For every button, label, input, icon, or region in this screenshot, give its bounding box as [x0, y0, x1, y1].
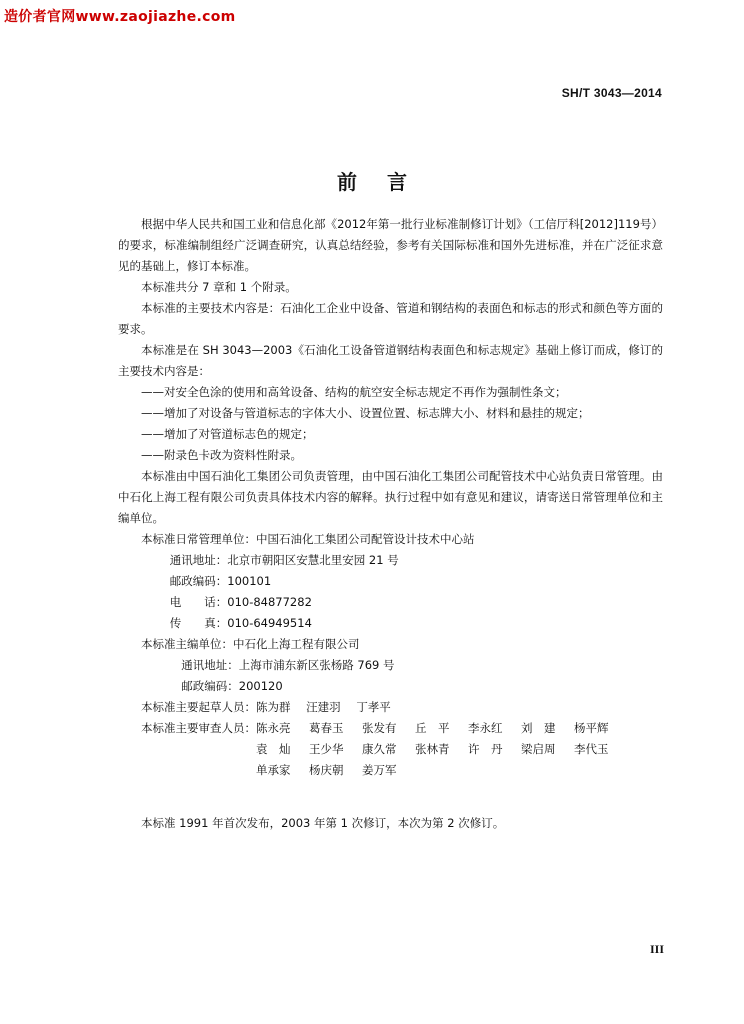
- management-phone-line: [118, 592, 663, 613]
- reviewer-name: 杨平辉: [574, 721, 609, 735]
- reviewer-name: 袁 灿: [256, 742, 291, 756]
- reviewer-name: 丘 平: [415, 721, 450, 735]
- reviewers-label: 本标准主要审查人员：: [141, 721, 256, 735]
- reviewer-name: 单承家: [256, 763, 291, 777]
- site-watermark: 造价者官网www.zaojiazhe.com: [4, 9, 236, 25]
- chief-editor-label: 本标准主编单位：: [141, 637, 233, 651]
- reviewers-names: [256, 718, 663, 781]
- postcode-label: 邮政编码：: [169, 574, 228, 588]
- paragraph-basis: 根据中华人民共和国工业和信息化部《2012年第一批行业标准制修订计划》（工信厅科[2012]119号）的要求，标准编制组经广泛调查研究，认真总结经验，参考有关国际标准和国外先进标准，并在广泛征求意见的基础上，修订本标准。: [118, 217, 663, 273]
- change-item: ——增加了对管道标志色的规定；: [141, 427, 314, 441]
- page-title: 前言: [337, 170, 437, 194]
- fax-label: 传 真：: [169, 616, 228, 630]
- chief-editor-address-line: [118, 655, 663, 676]
- management-fax-line: [118, 613, 663, 634]
- foreword-body: [118, 214, 663, 834]
- address-value: 北京市朝阳区安慧北里安园 21 号: [227, 553, 399, 567]
- drafters-names: [256, 697, 403, 718]
- management-unit-name: 中国石油化工集团公司配管设计技术中心站: [256, 532, 475, 546]
- standard-code: SH/T 3043—2014: [561, 86, 662, 100]
- reviewer-name: 张林青: [415, 742, 450, 756]
- chief-editor-name: 中石化上海工程有限公司: [233, 637, 360, 651]
- reviewer-name: 李代玉: [574, 742, 609, 756]
- reviewer-name: 王少华: [309, 742, 344, 756]
- drafters-block: [118, 697, 663, 718]
- reviewer-name: 葛春玉: [309, 721, 344, 735]
- paragraph-management: 本标准由中国石油化工集团公司负责管理，由中国石油化工集团公司配管技术中心站负责日常管理。由中石化上海工程有限公司负责具体技术内容的解释。执行过程中如有意见和建议，请寄送日常管理单位和主编单位。: [118, 469, 663, 525]
- chief-editor-postcode-line: [118, 676, 663, 697]
- reviewer-name: 李永红: [468, 721, 503, 735]
- paragraph-structure: 本标准共分 7 章和 1 个附录。: [141, 280, 297, 294]
- page-number: III: [649, 942, 664, 956]
- management-unit-line: [118, 529, 663, 550]
- reviewer-name: 刘 建: [521, 721, 556, 735]
- reviewer-name: 杨庆朝: [309, 763, 344, 777]
- reviewer-name: 姜万军: [362, 763, 397, 777]
- address-label: 通讯地址：: [169, 553, 228, 567]
- reviewer-name: 张发有: [362, 721, 397, 735]
- address-value: 上海市浦东新区张杨路 769 号: [238, 658, 395, 672]
- phone-label: 电 话：: [169, 595, 228, 609]
- paragraph-content: 本标准的主要技术内容是：石油化工企业中设备、管道和钢结构的表面色和标志的形式和颜色等方面的要求。: [118, 301, 663, 336]
- change-item: ——增加了对设备与管道标志的字体大小、设置位置、标志牌大小、材料和悬挂的规定；: [141, 406, 590, 420]
- postcode-label: 邮政编码：: [181, 679, 239, 693]
- management-unit-label: 本标准日常管理单位：: [141, 532, 256, 546]
- chief-editor-line: [118, 634, 663, 655]
- drafter-name: 汪建羽: [306, 700, 341, 714]
- address-label: 通讯地址：: [181, 658, 239, 672]
- management-address-line: [118, 550, 663, 571]
- revision-history: 本标准 1991 年首次发布，2003 年第 1 次修订，本次为第 2 次修订。: [141, 816, 505, 830]
- fax-value: 010-64949514: [227, 616, 312, 630]
- change-item: ——附录色卡改为资料性附录。: [141, 448, 302, 462]
- reviewer-name: 陈永亮: [256, 721, 291, 735]
- drafters-label: 本标准主要起草人员：: [141, 700, 256, 714]
- management-postcode-line: [118, 571, 663, 592]
- reviewers-block: [118, 718, 663, 781]
- postcode-value: 100101: [227, 574, 272, 588]
- reviewer-name: 许 丹: [468, 742, 503, 756]
- drafter-name: 陈为群: [256, 700, 291, 714]
- phone-value: 010-84877282: [227, 595, 312, 609]
- postcode-value: 200120: [238, 679, 283, 693]
- change-item: ——对安全色涂的使用和高耸设备、结构的航空安全标志规定不再作为强制性条文；: [141, 385, 567, 399]
- reviewer-name: 梁启周: [521, 742, 556, 756]
- drafter-name: 丁孝平: [356, 700, 391, 714]
- reviewer-name: 康久常: [362, 742, 397, 756]
- paragraph-revision: 本标准是在 SH 3043—2003《石油化工设备管道钢结构表面色和标志规定》基础上修订而成，修订的主要技术内容是：: [118, 343, 663, 378]
